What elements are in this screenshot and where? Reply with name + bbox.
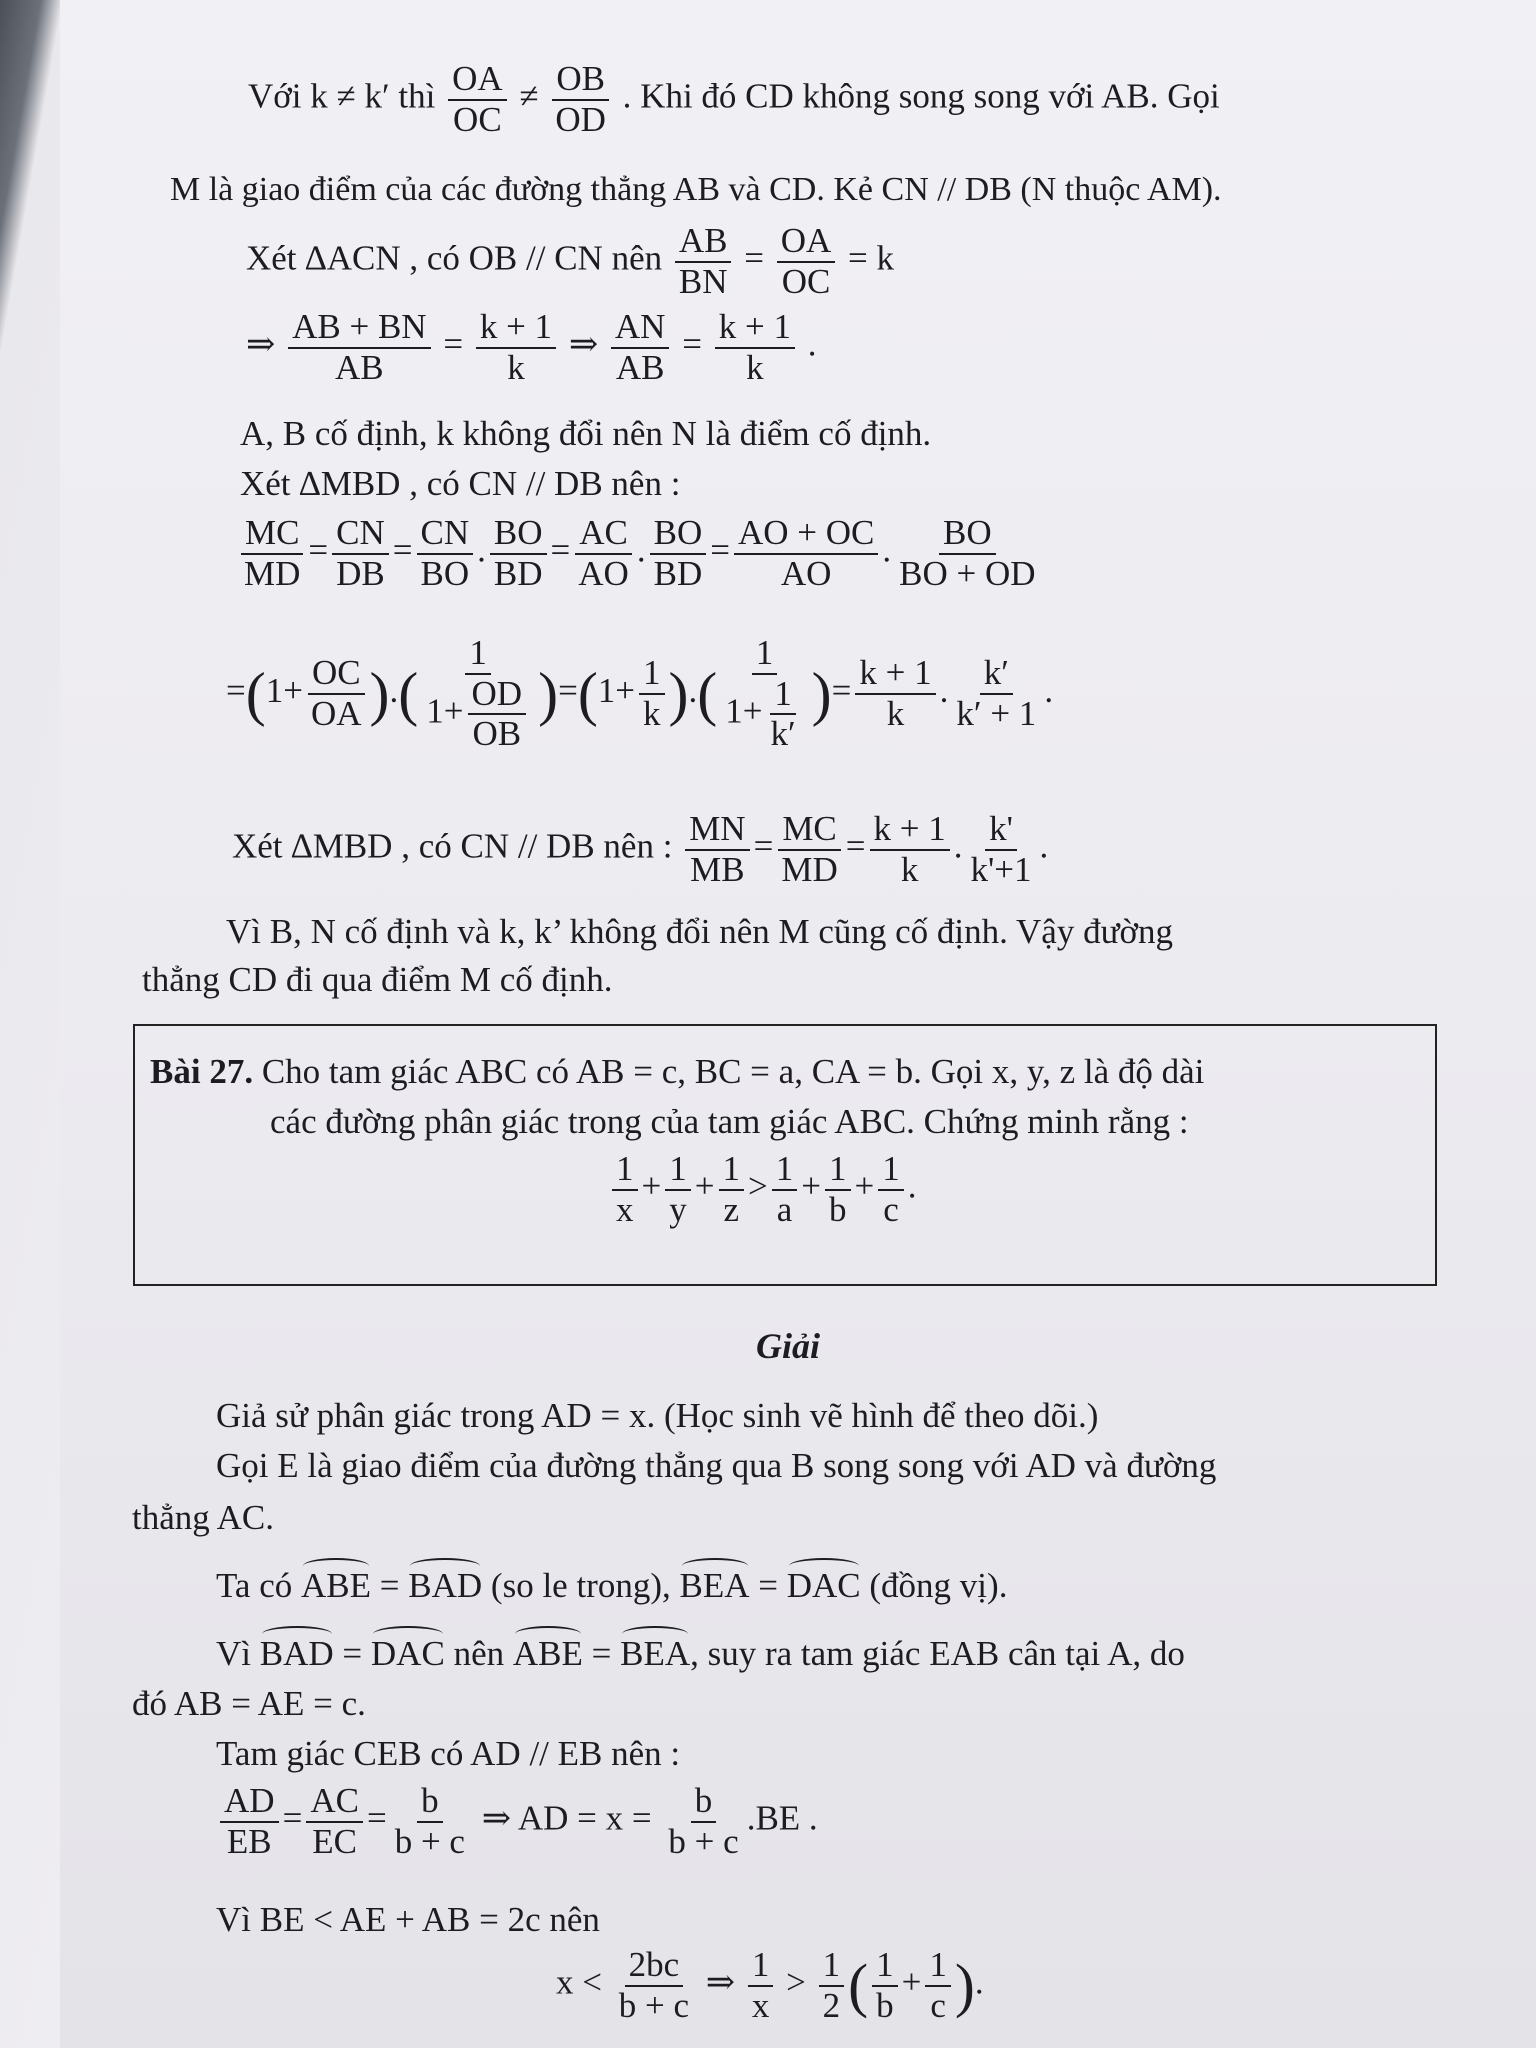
math-part: ) — [954, 1952, 975, 2019]
solution-line-8 — [216, 1782, 818, 1861]
math-part: DB — [336, 553, 385, 593]
math-part: BO — [650, 514, 707, 555]
math-part: ⇒ — [568, 324, 599, 364]
solution-line-6: đó AB = AE = c. — [132, 1684, 366, 1723]
angle: ABE — [512, 1634, 583, 1673]
math-part: OB — [472, 714, 522, 753]
math-part: = — [550, 530, 571, 570]
math-part: + — [854, 1166, 875, 1206]
problem-label: Bài 27. — [150, 1052, 254, 1091]
math-part: OC — [781, 261, 831, 301]
math-part: Vì — [216, 1634, 251, 1673]
math-part: 2bc — [625, 1946, 684, 1987]
math-part: OC — [308, 654, 365, 695]
math-part — [721, 675, 807, 754]
math-part: ( — [697, 660, 718, 727]
fraction — [574, 514, 633, 593]
math-part: OD — [555, 99, 606, 139]
math-part: ( — [398, 660, 419, 727]
fraction — [685, 810, 749, 889]
math-part: CN — [332, 514, 389, 555]
solution-line-3: thẳng AC. — [132, 1498, 274, 1537]
fraction — [422, 634, 534, 754]
fraction — [767, 675, 800, 754]
math-part: ⇒ — [705, 1962, 736, 2002]
math-part: ( — [245, 660, 266, 727]
fraction — [240, 514, 304, 593]
math-part: = — [342, 1634, 363, 1673]
math-part: b — [691, 1782, 717, 1823]
math-part: BD — [493, 553, 543, 593]
math-part: + — [901, 1962, 922, 2002]
math-part: AC — [306, 1782, 363, 1823]
math-part: BO — [420, 553, 470, 593]
math-part: = — [308, 530, 329, 570]
math-part: > — [748, 1166, 768, 1206]
fraction — [476, 308, 556, 387]
line-4 — [246, 308, 816, 387]
math-part: x < — [556, 1962, 602, 2002]
math-part: = — [366, 1798, 387, 1838]
math-part: BO — [490, 514, 547, 555]
math-part: AO — [780, 553, 832, 593]
solution-line-7: Tam giác CEB có AD // EB nên : — [216, 1734, 681, 1773]
math-part: OA — [448, 60, 507, 101]
math-part: AO + OC — [734, 514, 878, 555]
math-part: k — [746, 347, 764, 387]
math-part: OA — [310, 693, 362, 733]
math-part: OC — [453, 99, 502, 139]
math-part: MB — [690, 849, 745, 889]
math-part: ( — [848, 1952, 869, 2019]
fraction — [777, 810, 841, 889]
angle: ABE — [301, 1566, 372, 1605]
math-part: + — [801, 1166, 821, 1206]
math-part: OB — [552, 60, 609, 101]
math-part: 1 — [878, 1150, 904, 1191]
math-part: AB — [675, 222, 732, 263]
fraction — [715, 308, 795, 387]
math-part: 2 — [822, 1985, 841, 2025]
fraction — [721, 634, 807, 754]
angle: DAC — [370, 1634, 445, 1673]
math-part: k + 1 — [855, 654, 935, 695]
math-part: CN — [417, 514, 474, 555]
math-part: OD — [468, 675, 527, 716]
line-3 — [246, 222, 894, 301]
math-part: = — [682, 324, 702, 364]
solution-line-1: Giả sử phân giác trong AD = x. (Học sinh vẽ hình để theo dõi.) — [216, 1396, 1099, 1435]
fraction — [952, 654, 1040, 733]
line-1 — [248, 60, 1220, 139]
fraction — [468, 675, 527, 754]
line-9 — [232, 810, 1048, 889]
math-part: EB — [226, 1821, 272, 1861]
math-part: y — [669, 1189, 687, 1229]
math-part: + — [641, 1166, 662, 1206]
math-part: . — [907, 1166, 917, 1206]
fraction — [719, 1150, 745, 1229]
math-part: 1 — [752, 634, 778, 675]
math-part: b — [829, 1189, 847, 1229]
math-part: 1+ — [265, 670, 303, 710]
line-8-equation — [226, 634, 1053, 754]
fraction — [895, 514, 1039, 593]
angle: BEA — [620, 1634, 691, 1673]
math-part: ) — [668, 660, 689, 727]
math-part: = — [753, 826, 774, 866]
math-part: k — [886, 693, 905, 733]
line-10: Vì B, N cố định và k, k’ không đổi nên M cũng cố định. Vậy đường — [226, 912, 1174, 951]
solution-line-5 — [216, 1634, 1185, 1674]
fraction — [819, 1946, 845, 2025]
fraction — [675, 222, 732, 301]
math-part: (đồng vị). — [869, 1566, 1008, 1605]
math-part: OA — [777, 222, 836, 263]
text: . Khi đó CD không song song với AB. Gọi — [622, 76, 1220, 116]
fraction — [967, 810, 1036, 889]
math-part: > — [786, 1962, 806, 2002]
math-part: = — [226, 670, 246, 710]
math-part: MC — [778, 810, 840, 851]
problem-inequality — [608, 1150, 917, 1229]
angle: BAD — [259, 1634, 334, 1673]
math-part: b + c — [618, 1985, 690, 2025]
math-part: b — [876, 1985, 894, 2025]
math-part: Cho tam giác ABC có AB = c, BC = a, CA = b. Gọi x, y, z là độ dài — [261, 1052, 1205, 1091]
line-2: M là giao điểm của các đường thẳng AB và CD. Kẻ CN // DB (N thuộc AM). — [170, 171, 1222, 208]
math-part: = — [758, 1566, 778, 1605]
fraction — [734, 514, 878, 593]
math-part: ) — [369, 660, 390, 727]
math-part: = — [710, 530, 730, 570]
math-part: = k — [848, 238, 895, 278]
math-part: 1+ — [597, 670, 636, 710]
math-part: . — [636, 530, 646, 570]
math-part: AO — [578, 553, 629, 593]
fraction — [664, 1782, 742, 1861]
math-part: Ta có — [216, 1566, 293, 1605]
math-part: Xét ∆ACN , có OB // CN nên — [246, 238, 663, 278]
math-part: k + 1 — [715, 308, 795, 349]
fraction — [615, 1946, 693, 2025]
math-part: k — [900, 849, 919, 889]
math-part: . — [807, 324, 817, 364]
math-part: . — [882, 530, 892, 570]
math-part: EC — [312, 1821, 357, 1861]
fraction — [551, 60, 610, 139]
solution-line-2: Gọi E là giao điểm của đường thẳng qua B song song với AD và đường — [216, 1446, 1217, 1485]
math-part: AD — [220, 1782, 279, 1823]
math-part: k — [507, 347, 525, 387]
solution-title: Giải — [756, 1326, 821, 1366]
text: Với k ≠ k′ thì — [248, 76, 436, 116]
math-part: 1 — [719, 1150, 745, 1191]
fraction — [306, 1782, 363, 1861]
math-part: k + 1 — [476, 308, 556, 349]
math-part: . — [974, 1962, 984, 2002]
math-part: . — [688, 670, 698, 710]
solution-line-9: Vì BE < AE + AB = 2c nên — [216, 1900, 600, 1939]
math-part: = — [591, 1634, 612, 1673]
math-part: 1+ — [725, 691, 763, 731]
math-part: k′ — [980, 654, 1013, 695]
line-7-equation — [236, 514, 1044, 593]
math-part: ⇒ — [246, 324, 276, 364]
math-part: 1 — [748, 1946, 774, 1987]
math-part: AN — [611, 308, 670, 349]
math-part: , suy ra tam giác EAB cân tại A, do — [690, 1634, 1185, 1673]
math-part: 1 — [639, 654, 665, 695]
math-part: AB — [615, 347, 665, 387]
math-part: 1 — [872, 1946, 898, 1987]
math-part: MN — [685, 810, 749, 851]
math-part: = — [282, 1798, 303, 1838]
math-part: ) — [811, 660, 832, 727]
solution-line-4 — [216, 1566, 1007, 1606]
fraction — [878, 1150, 904, 1229]
solution-line-10 — [556, 1946, 984, 2025]
math-part: = — [379, 1566, 400, 1605]
math-part: b + c — [394, 1821, 465, 1861]
math-part: MD — [781, 849, 838, 889]
math-part: 1 — [612, 1150, 638, 1191]
math-part: 1 — [770, 675, 796, 716]
math-part: .BE . — [746, 1798, 818, 1838]
math-part: BO — [939, 514, 996, 555]
math-part: k' — [985, 810, 1017, 851]
fraction — [665, 1150, 691, 1229]
fraction — [855, 654, 935, 733]
math-part: z — [723, 1189, 740, 1229]
fraction — [612, 1150, 638, 1229]
math-part: BO + OD — [899, 553, 1036, 593]
math-part: 1 — [465, 634, 491, 675]
math-part: 1 — [819, 1946, 845, 1987]
math-part: . — [1044, 670, 1054, 710]
math-part: x — [616, 1189, 634, 1229]
math-part: = — [558, 670, 578, 710]
fraction — [448, 60, 507, 139]
math-part: = — [392, 530, 413, 570]
line-11: thẳng CD đi qua điểm M cố định. — [142, 960, 613, 999]
math-part: k′ — [770, 714, 796, 753]
fraction — [870, 810, 950, 889]
math-part: ) — [538, 660, 559, 727]
fraction — [748, 1946, 774, 2025]
math-part: nên — [453, 1634, 505, 1673]
math-part: x — [751, 1985, 770, 2025]
math-part: (so le trong), — [490, 1566, 671, 1605]
math-part: c — [930, 1985, 946, 2025]
math-part: MC — [241, 514, 303, 555]
math-part: 1+ — [426, 691, 464, 731]
angle: DAC — [786, 1566, 861, 1605]
math-part: 1 — [772, 1150, 798, 1191]
math-part: k + 1 — [870, 810, 950, 851]
angle: BEA — [679, 1566, 750, 1605]
line-6: Xét ∆MBD , có CN // DB nên : — [240, 464, 681, 503]
math-part: . — [389, 670, 399, 710]
math-part: AB — [335, 347, 384, 387]
math-part — [422, 675, 534, 754]
fraction — [307, 654, 366, 733]
fraction — [872, 1946, 898, 2025]
math-part: k′ + 1 — [956, 693, 1037, 733]
math-part: . — [939, 670, 949, 710]
math-part: 1 — [825, 1150, 851, 1191]
math-part: k'+1 — [970, 849, 1032, 889]
fraction — [490, 514, 547, 593]
fraction — [611, 308, 670, 387]
math-part: = — [845, 826, 866, 866]
fraction — [925, 1946, 951, 2025]
math-part: AD = x = — [517, 1798, 652, 1838]
math-part: BN — [678, 261, 728, 301]
fraction — [288, 308, 430, 387]
fraction — [332, 514, 389, 593]
math-part: ≠ — [519, 76, 539, 116]
math-part: 1 — [665, 1150, 691, 1191]
problem-line-1 — [150, 1052, 1204, 1092]
math-part: c — [883, 1189, 899, 1229]
math-part: a — [776, 1189, 793, 1229]
math-part: . — [1039, 826, 1049, 866]
math-part: Xét ∆MBD , có CN // DB nên : — [232, 826, 673, 866]
math-part: ⇒ — [481, 1798, 512, 1838]
math-part: = — [443, 324, 464, 364]
fraction — [220, 1782, 279, 1861]
math-part: k — [643, 693, 661, 733]
math-part: AC — [575, 514, 632, 555]
math-part: BD — [653, 553, 703, 593]
problem-line-2: các đường phân giác trong của tam giác ABC. Chứng minh rằng : — [270, 1102, 1189, 1141]
math-part: AB + BN — [288, 308, 430, 349]
math-part: + — [694, 1166, 715, 1206]
fraction — [772, 1150, 798, 1229]
math-part: b — [417, 1782, 443, 1823]
fraction — [777, 222, 836, 301]
fraction — [825, 1150, 851, 1229]
math-part: . — [953, 826, 963, 866]
math-part: ( — [577, 660, 598, 727]
math-part: = — [744, 238, 764, 278]
math-part: = — [831, 670, 852, 710]
math-part: . — [477, 530, 486, 570]
fraction — [417, 514, 474, 593]
math-part: MD — [244, 553, 301, 593]
fraction — [391, 1782, 469, 1861]
math-part: 1 — [925, 1946, 951, 1987]
angle: BAD — [408, 1566, 483, 1605]
line-5: A, B cố định, k không đổi nên N là điểm cố định. — [240, 414, 932, 453]
math-part: b + c — [668, 1821, 739, 1861]
fraction — [650, 514, 707, 593]
fraction — [639, 654, 665, 733]
